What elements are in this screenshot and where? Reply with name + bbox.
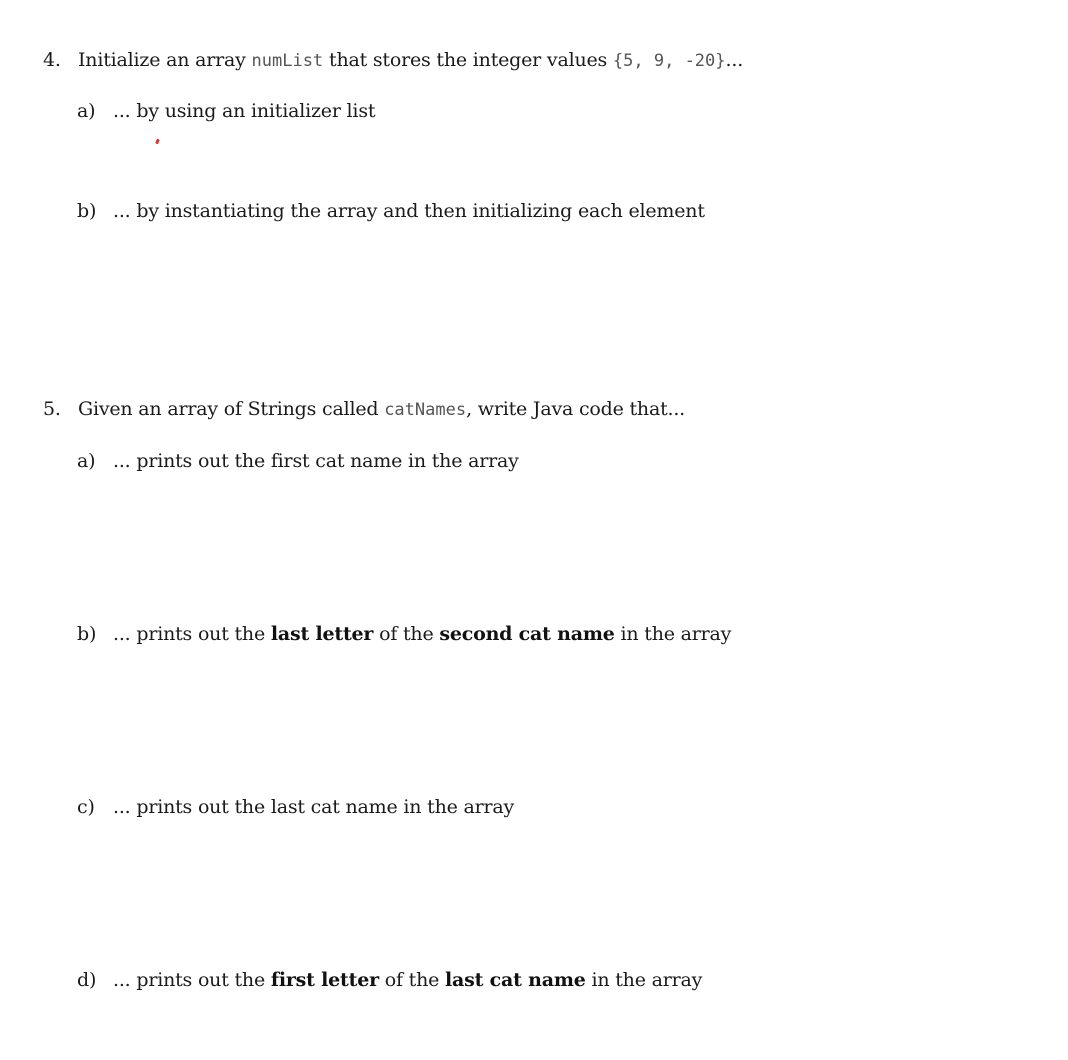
- part-label: b): [77, 200, 97, 222]
- question-5-prompt: [78, 397, 685, 422]
- emphasis-last-letter: last letter: [270, 623, 374, 645]
- part-text-pre: ... prints out the: [113, 623, 271, 645]
- part-text: ... by instantiating the array and then initializing each element: [113, 200, 705, 222]
- question-4-prompt-after: ...: [725, 49, 744, 71]
- question-5-array-name: catNames: [384, 400, 467, 420]
- part-text: [113, 968, 702, 992]
- part-label: c): [77, 796, 95, 818]
- question-4-prompt-middle: that stores the integer values: [323, 49, 613, 71]
- part-text-pre: ... prints out the: [113, 969, 271, 991]
- part-text: [113, 622, 731, 646]
- question-5-number: 5.: [43, 398, 61, 420]
- question-5-prompt-after: , write Java code that...: [466, 398, 686, 420]
- red-pen-mark: [155, 139, 160, 145]
- part-text-post: in the array: [585, 969, 703, 991]
- part-label: d): [77, 969, 97, 991]
- part-text-post: in the array: [614, 623, 732, 645]
- part-label: a): [77, 450, 96, 472]
- question-4-prompt-before: Initialize an array: [78, 49, 252, 71]
- part-text-mid: of the: [373, 623, 440, 645]
- part-label: b): [77, 623, 97, 645]
- question-5-prompt-before: Given an array of Strings called: [78, 398, 385, 420]
- part-text: ... prints out the last cat name in the array: [113, 796, 515, 818]
- question-4-array-name: numList: [251, 51, 324, 71]
- part-label: a): [77, 100, 96, 122]
- part-text: ... prints out the first cat name in the array: [113, 450, 519, 472]
- question-4-values: {5, 9, -20}: [612, 51, 726, 71]
- emphasis-first-letter: first letter: [270, 969, 379, 991]
- part-text-mid: of the: [378, 969, 446, 991]
- question-4-number: 4.: [43, 49, 61, 71]
- emphasis-second-cat-name: second cat name: [439, 623, 615, 645]
- part-text: ... by using an initializer list: [113, 100, 376, 122]
- question-4-prompt: [78, 48, 743, 73]
- emphasis-last-cat-name: last cat name: [445, 969, 586, 991]
